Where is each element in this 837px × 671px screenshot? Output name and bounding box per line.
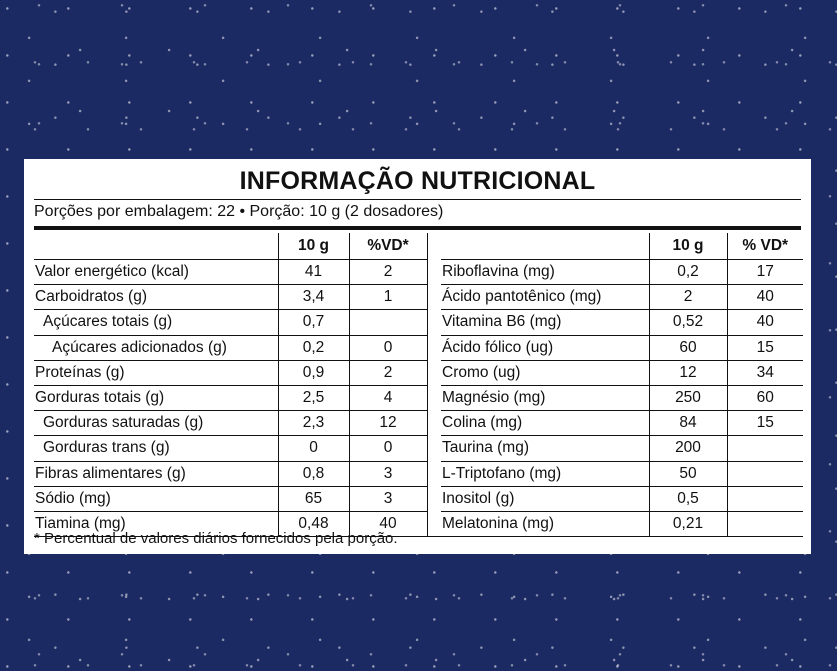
table-row [34,260,803,285]
left-amount-header: 10 g [278,233,349,260]
right-nutrient-amount: 0,21 [649,511,727,536]
left-nutrient-name: Fibras alimentares (g) [34,461,278,486]
right-nutrient-dv: 60 [727,385,803,410]
left-nutrient-dv: 3 [349,461,427,486]
right-nutrient-name: Cromo (ug) [441,360,649,385]
left-nutrient-dv: 2 [349,360,427,385]
left-nutrient-header [34,233,278,260]
footnote: * Percentual de valores diários fornecidos pela porção. [34,530,398,547]
column-gap [427,310,441,335]
right-nutrient-name: Riboflavina (mg) [441,260,649,285]
left-nutrient-dv: 12 [349,411,427,436]
right-nutrient-dv: 17 [727,260,803,285]
column-gap [427,335,441,360]
right-nutrient-dv: 40 [727,285,803,310]
nutrition-facts-panel [24,159,811,554]
right-nutrient-header [441,233,649,260]
column-gap [427,511,441,536]
left-nutrient-name: Valor energético (kcal) [34,260,278,285]
right-nutrient-amount: 0,52 [649,310,727,335]
left-nutrient-amount: 2,3 [278,411,349,436]
right-nutrient-amount: 12 [649,360,727,385]
left-nutrient-name: Açúcares totais (g) [34,310,278,335]
left-nutrient-amount: 0,2 [278,335,349,360]
right-nutrient-dv: 40 [727,310,803,335]
left-nutrient-dv: 1 [349,285,427,310]
table-row [34,285,803,310]
table-row [34,436,803,461]
table-row [34,360,803,385]
left-nutrient-name: Gorduras trans (g) [34,436,278,461]
left-nutrient-amount: 0,48 [278,511,349,536]
right-amount-header: 10 g [649,233,727,260]
left-nutrient-name: Gorduras saturadas (g) [34,411,278,436]
right-nutrient-amount: 50 [649,461,727,486]
right-nutrient-dv: 15 [727,411,803,436]
panel-title: INFORMAÇÃO NUTRICIONAL [34,165,801,200]
left-nutrient-amount: 0,8 [278,461,349,486]
right-nutrient-name: Melatonina (mg) [441,511,649,536]
left-nutrient-dv: 2 [349,260,427,285]
left-nutrient-dv: 0 [349,335,427,360]
left-nutrient-dv [349,310,427,335]
right-nutrient-name: Magnésio (mg) [441,385,649,410]
left-nutrient-dv: 4 [349,385,427,410]
left-nutrient-name: Carboidratos (g) [34,285,278,310]
table-row [34,385,803,410]
table-row [34,310,803,335]
nutrition-table [34,233,803,537]
table-row [34,411,803,436]
left-nutrient-name: Proteínas (g) [34,360,278,385]
right-nutrient-amount: 200 [649,436,727,461]
left-nutrient-amount: 0 [278,436,349,461]
table-row [34,486,803,511]
column-gap [427,233,441,260]
column-gap [427,461,441,486]
right-nutrient-name: Ácido fólico (ug) [441,335,649,360]
column-gap [427,360,441,385]
right-nutrient-name: Inositol (g) [441,486,649,511]
column-gap [427,385,441,410]
left-nutrient-amount: 3,4 [278,285,349,310]
right-dv-header: % VD* [727,233,803,260]
right-nutrient-dv: 34 [727,360,803,385]
left-nutrient-name: Sódio (mg) [34,486,278,511]
right-nutrient-amount: 2 [649,285,727,310]
left-nutrient-dv: 3 [349,486,427,511]
serving-info: Porções por embalagem: 22 • Porção: 10 g (2 dosadores) [34,200,801,230]
table-row [34,461,803,486]
right-nutrient-name: Vitamina B6 (mg) [441,310,649,335]
right-nutrient-name: Colina (mg) [441,411,649,436]
right-nutrient-dv [727,486,803,511]
right-nutrient-name: Ácido pantotênico (mg) [441,285,649,310]
right-nutrient-amount: 60 [649,335,727,360]
column-gap [427,285,441,310]
right-nutrient-name: Taurina (mg) [441,436,649,461]
left-nutrient-amount: 41 [278,260,349,285]
column-gap [427,411,441,436]
table-row [34,335,803,360]
left-nutrient-amount: 0,9 [278,360,349,385]
left-nutrient-name: Tiamina (mg) [34,511,278,536]
column-gap [427,436,441,461]
right-nutrient-dv [727,436,803,461]
column-gap [427,260,441,285]
right-nutrient-dv [727,461,803,486]
left-dv-header: %VD* [349,233,427,260]
table-header-row [34,233,803,260]
left-nutrient-dv: 0 [349,436,427,461]
left-nutrient-amount: 65 [278,486,349,511]
right-nutrient-amount: 250 [649,385,727,410]
right-nutrient-dv [727,511,803,536]
right-nutrient-amount: 0,2 [649,260,727,285]
left-nutrient-amount: 2,5 [278,385,349,410]
column-gap [427,486,441,511]
left-nutrient-name: Gorduras totais (g) [34,385,278,410]
right-nutrient-dv: 15 [727,335,803,360]
right-nutrient-name: L-Triptofano (mg) [441,461,649,486]
left-nutrient-name: Açúcares adicionados (g) [34,335,278,360]
left-nutrient-dv: 40 [349,511,427,536]
right-nutrient-amount: 84 [649,411,727,436]
right-nutrient-amount: 0,5 [649,486,727,511]
left-nutrient-amount: 0,7 [278,310,349,335]
